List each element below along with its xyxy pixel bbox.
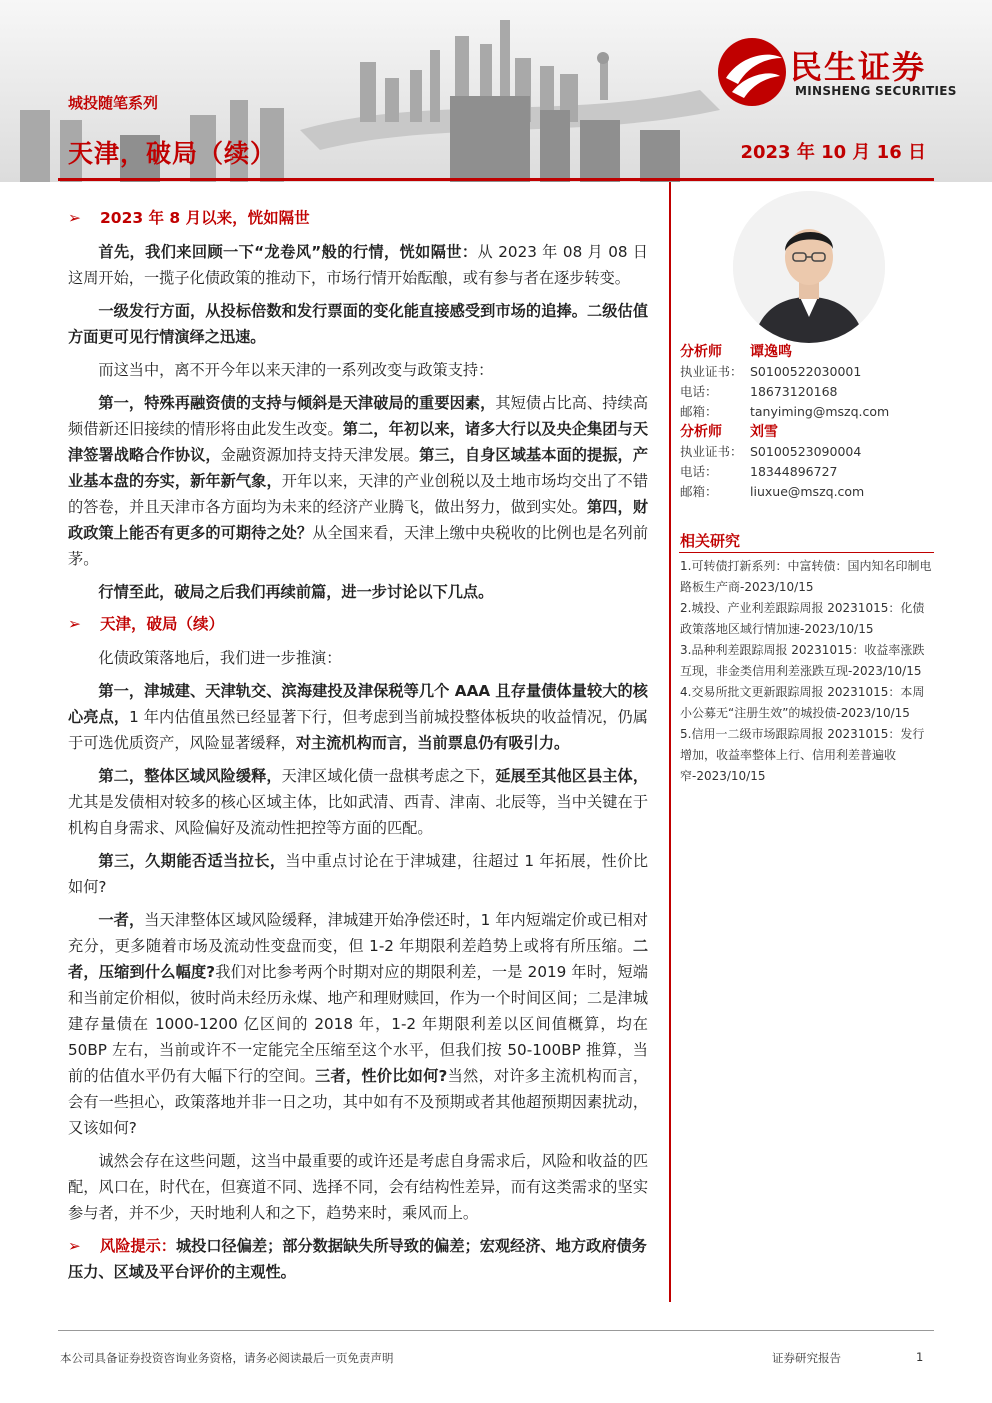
brand-name-en: MINSHENG SECURITIES	[795, 84, 957, 98]
paragraph-11: 诚然会存在这些问题，这当中最重要的或许还是考虑自身需求后，风险和收益的匹配，风口在，时代在，但赛道不同、选择不同，会有结构性差异，而有这类需求的坚实参与者，并不少，天时地利人和之下，趋势来时，乘风而上。	[68, 1152, 648, 1222]
paragraph-2: 一级发行方面，从投标倍数和发行票面的变化能直接感受到市场的追捧。二级估值方面更可见行情演绎之迅速。	[68, 302, 648, 346]
paragraph-7: 第一，津城建、天津轨交、滨海建投及津保税等几个 AAA 且存量债体量较大的核心亮点，1 年内估值虽然已经显著下行，但考虑到当前城投整体板块的收益情况，仍属于可选优质资产，风险显著缓释，对主流机构而言，当前票息仍有吸引力。	[68, 682, 648, 752]
paragraph-3: 而这当中，离不开今年以来天津的一系列改变与政策支持：	[98, 361, 494, 379]
series-label: 城投随笔系列	[68, 94, 159, 112]
related-divider	[679, 552, 934, 553]
section-heading-2: ➢ 天津，破局（续）	[68, 612, 648, 636]
column-divider	[669, 182, 671, 1302]
logo-mark-icon	[718, 38, 786, 106]
paragraph-4: 第一，特殊再融资债的支持与倾斜是天津破局的重要因素，其短债占比高、持续高频借新还旧接续的情形将由此发生改变。第二，年初以来，诸多大行以及央企集团与天津签署战略合作协议，金融资源加持支持天津发展。第三，自身区域基本面的提振，产业基本盘的夯实，新年新气象，开年以来，天津的产业创税以及土地市场均交出了不错的答卷，并且天津市各方面均为未来的经济产业腾飞，做出努力，做到实处。第四，财政政策上能否有更多的可期待之处？从全国来看，天津上缴中央税收的比例也是名列前茅。	[68, 394, 649, 568]
page-number: 1	[916, 1350, 924, 1364]
arrow-bullet-icon: ➢	[68, 209, 81, 227]
related-research-list	[680, 556, 932, 787]
arrow-bullet-icon: ➢	[68, 1237, 81, 1255]
analyst-info	[680, 342, 940, 502]
paragraph-8: 第二，整体区域风险缓释，天津区域化债一盘棋考虑之下，延展至其他区县主体，尤其是发债相对较多的核心区域主体，比如武清、西青、津南、北辰等，当中关键在于机构自身需求、风险偏好及流动性把控等方面的匹配。	[68, 767, 649, 837]
paragraph-1: 首先，我们来回顾一下“龙卷风”般的行情，恍如隔世：从 2023 年 08 月 08 日这周开始，一揽子化债政策的推动下，市场行情开始酝酿，或有参与者在逐步转变。	[68, 243, 648, 287]
brand-name-cn: 民生证券	[790, 48, 927, 86]
list-item[interactable]: 5.信用一二级市场跟踪周报 20231015：发行增加，收益率整体上行、信用利差普遍收窄-2023/10/15	[680, 727, 925, 783]
footer-doc-type: 证券研究报告	[772, 1351, 841, 1365]
page-title: 天津，破局（续）	[68, 139, 277, 168]
related-research-title: 相关研究	[680, 532, 741, 550]
person-portrait-icon	[733, 191, 885, 343]
footer-divider	[58, 1330, 934, 1331]
arrow-bullet-icon: ➢	[68, 615, 81, 633]
list-item[interactable]: 4.交易所批文更新跟踪周报 20231015：本周小公募无“注册生效”的城投债-2023/10/15	[680, 685, 925, 720]
section-heading-1: ➢ 2023 年 8 月以来，恍如隔世	[68, 206, 648, 230]
analyst-name: 谭逸鸣	[750, 344, 792, 360]
list-item[interactable]: 3.品种利差跟踪周报 20231015：收益率涨跌互现，非金类信用利差涨跌互现-2023/10/15	[680, 643, 925, 678]
header-divider	[58, 178, 934, 181]
analyst-email[interactable]: tanyiming@mszq.com	[750, 404, 890, 419]
footer-disclaimer: 本公司具备证券投资咨询业务资格，请务必阅读最后一页免责声明	[60, 1351, 394, 1365]
analyst-card: 分析师 刘雪 执业证书： S0100523090004 电话： 18344896727 邮箱： liuxue@mszq.com	[680, 424, 865, 499]
main-content	[68, 206, 648, 1285]
list-item[interactable]: 1.可转债打新系列：中富转债：国内知名印制电路板生产商-2023/10/15	[680, 559, 932, 594]
list-item[interactable]: 2.城投、产业利差跟踪周报 20231015：化债政策落地区域行情加速-2023/10/15	[680, 601, 925, 636]
paragraph-5: 行情至此，破局之后我们再续前篇，进一步讨论以下几点。	[98, 583, 494, 601]
paragraph-10: 一者，当天津整体区域风险缓释，津城建开始净偿还时，1 年内短端定价或已相对充分，更多随着市场及流动性变盘而变，但 1-2 年期限利差趋势上或将有所压缩。二者，压缩到什么幅度?我们对比参考两个时期对应的期限利差，一是 2019 年时，短端和当前定价相似，彼时尚未经历永煤、地产和理财赎回，作为一个时间区间；二是津城建存量债在 1000-1200 亿区间的 2018 年，1-2 年期限利差以区间值概算，均在 50BP 左右，当前或许不一定能完全压缩至这个水平，但我们按 50-100BP 推算，当前的估值水平仍有大幅下行的空间。三者，性价比如何?当然，对许多主流机构而言，会有一些担心，政策落地并非一日之功，其中如有不及预期或者其他超预期因素扰动，又该如何?	[68, 911, 648, 1137]
analyst-name: 刘雪	[750, 424, 778, 440]
report-date: 2023 年 10 月 16 日	[740, 142, 926, 163]
analyst-avatar	[733, 191, 885, 343]
analyst-email[interactable]: liuxue@mszq.com	[750, 484, 865, 499]
analyst-card: 分析师 谭逸鸣 执业证书： S0100522030001 电话： 18673120168 邮箱： tanyiming@mszq.com	[680, 344, 890, 419]
risk-warning: ➢ 风险提示：城投口径偏差；部分数据缺失所导致的偏差；宏观经济、地方政府债务压力、区域及平台评价的主观性。	[68, 1233, 648, 1285]
paragraph-9: 第三，久期能否适当拉长，当中重点讨论在于津城建，往超过 1 年拓展，性价比如何?	[68, 852, 649, 896]
paragraph-6: 化债政策落地后，我们进一步推演：	[98, 649, 342, 667]
